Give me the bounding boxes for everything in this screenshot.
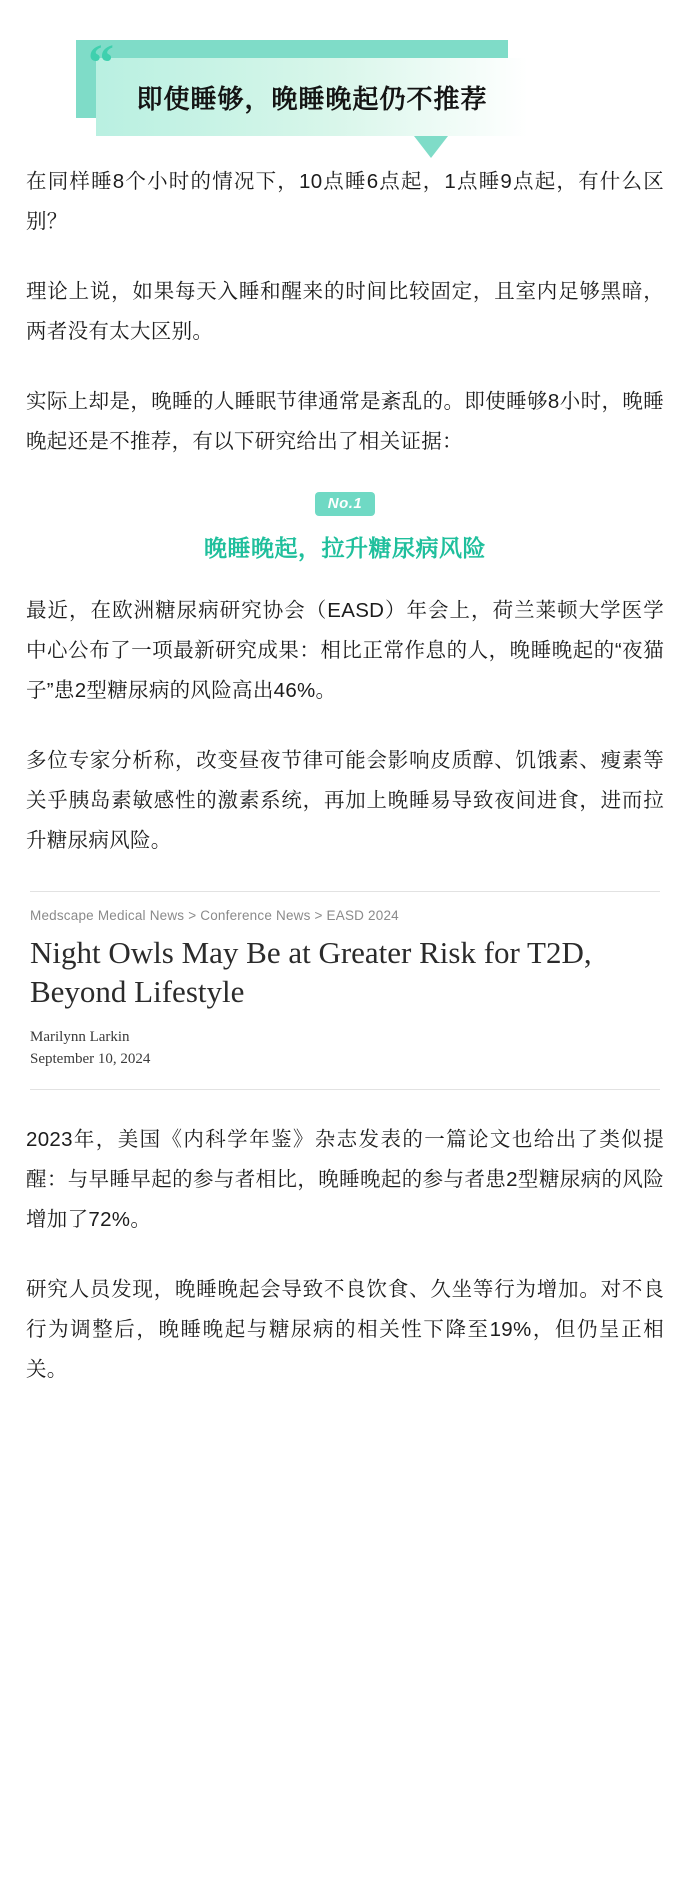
article-page (0, 22, 690, 1898)
article-author: Marilynn Larkin (30, 1028, 130, 1045)
paragraph: 实际上却是，晚睡的人睡眠节律通常是紊乱的。即使睡够8小时，晚睡晚起还是不推荐，有以下研究给出了相关证据： (26, 389, 664, 453)
article-content (0, 162, 690, 1390)
section-title: 晚睡晚起，拉升糖尿病风险 (204, 534, 486, 561)
paragraph: 最近，在欧洲糖尿病研究协会（EASD）年会上，荷兰莱顿大学医学中心公布了一项最新研究成果：相比正常作息的人，晚睡晚起的“夜猫子”患2型糖尿病的风险高出46%。 (26, 598, 664, 702)
quote-mark-icon: “ (88, 35, 111, 92)
paragraph: 多位专家分析称，改变昼夜节律可能会影响皮质醇、饥饿素、瘦素等关乎胰岛素敏感性的激素系统，再加上晚睡易导致夜间进食，进而拉升糖尿病风险。 (26, 748, 664, 852)
article-date: September 10, 2024 (30, 1051, 151, 1068)
article-headline: Night Owls May Be at Greater Risk for T2D, Beyond Lifestyle (30, 934, 592, 1010)
paragraph: 研究人员发现，晚睡晚起会导致不良饮食、久坐等行为增加。对不良行为调整后，晚睡晚起与糖尿病的相关性下降至19%，但仍呈正相关。 (26, 1277, 664, 1381)
banner-tail-icon (414, 136, 448, 158)
breadcrumb: Medscape Medical News > Conference News > EASD 2024 (30, 907, 399, 923)
section-number-badge: No.1 (315, 492, 376, 516)
banner-main-layer (96, 58, 528, 136)
paragraph: 2023年，美国《内科学年鉴》杂志发表的一篇论文也给出了类似提醒：与早睡早起的参与者相比，晚睡晚起的参与者患2型糖尿病的风险增加了72%。 (26, 1127, 664, 1231)
paragraph: 理论上说，如果每天入睡和醒来的时间比较固定，且室内足够黑暗，两者没有太大区别。 (26, 279, 664, 343)
banner-title: 即使睡够，晚睡晚起仍不推荐 (136, 83, 488, 114)
paragraph: 在同样睡8个小时的情况下，10点睡6点起，1点睡9点起，有什么区别？ (26, 170, 664, 233)
section-heading (26, 492, 664, 563)
embedded-article-card[interactable] (30, 891, 660, 1090)
header-banner (0, 22, 690, 162)
